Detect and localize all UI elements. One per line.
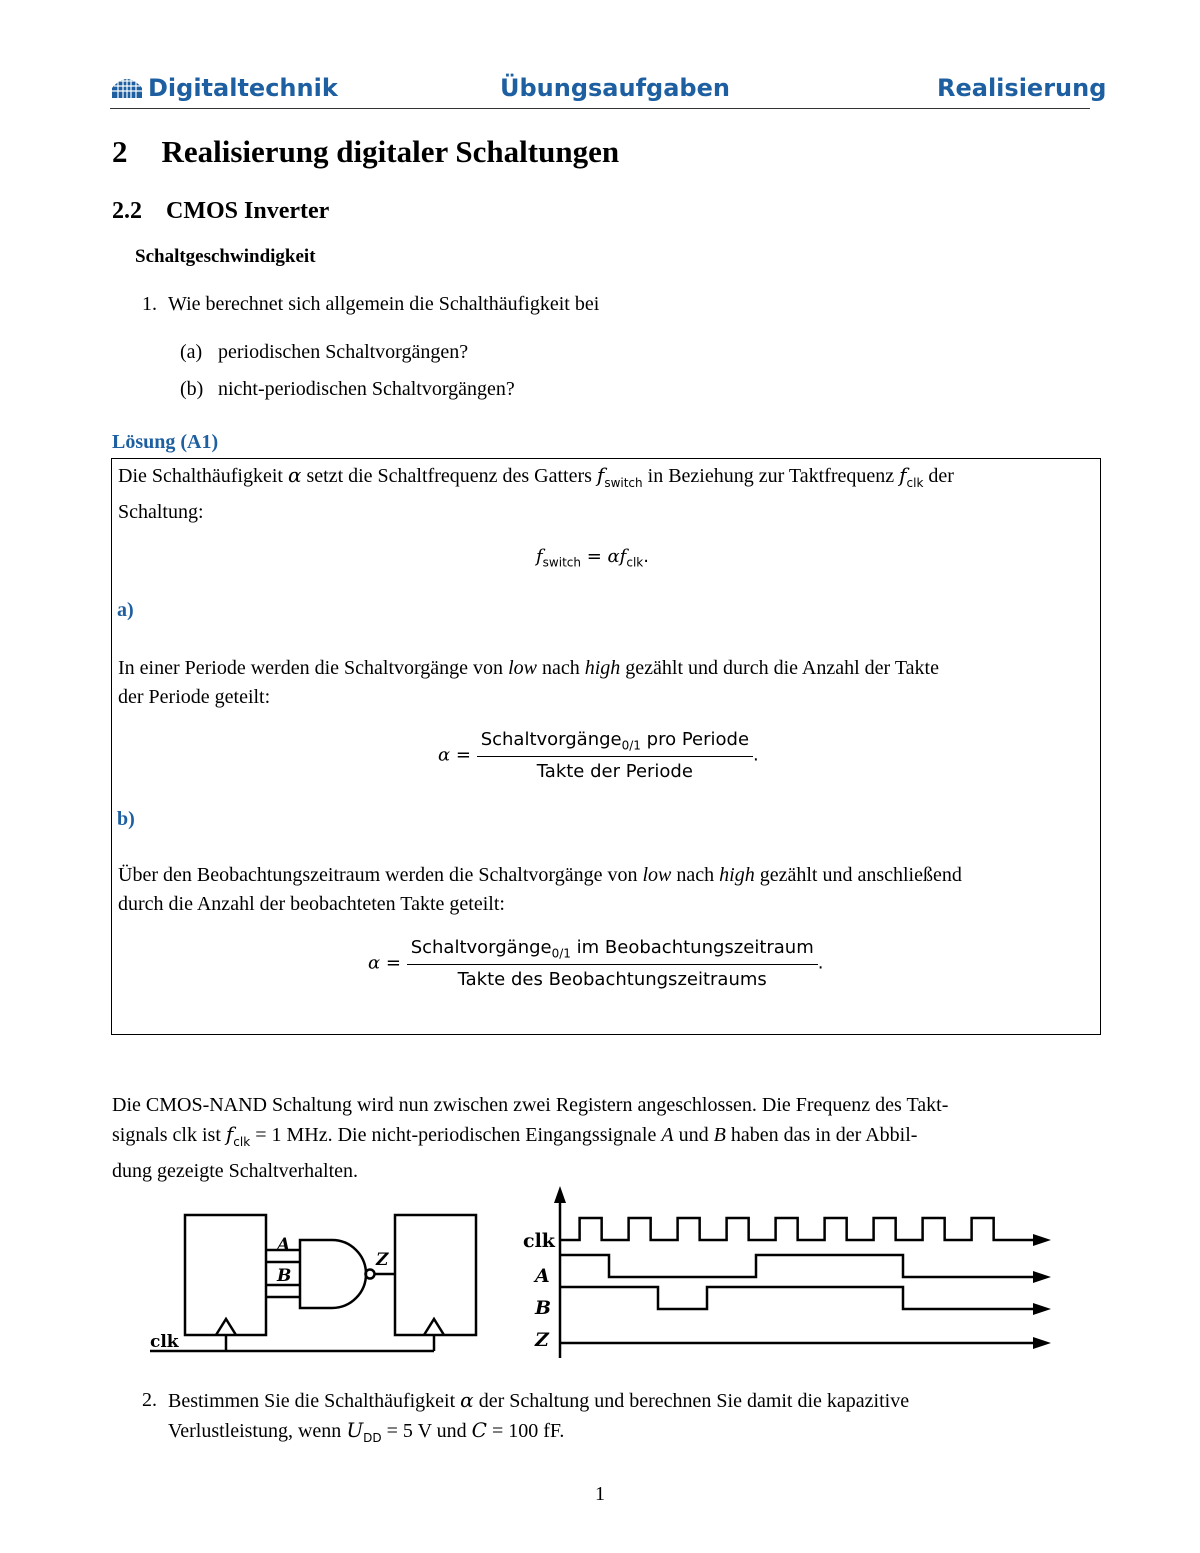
timing-label-a: A [535,1265,550,1287]
task1-text: Wie berechnet sich allgemein die Schalthäufigkeit bei [168,293,600,315]
clk-trace [560,1218,1035,1240]
header-left-title: Digitaltechnik [148,74,338,102]
output-register [395,1215,476,1335]
equation-alpha-nonperiodic: α = $\frac{Schaltvorgänge_{0/1} im Beobachtungszeitraum}{\text{Takte des Beobachtungszeitraums}}$ . [368,937,824,990]
page-number: 1 [595,1483,605,1505]
axis-arrow-up-icon [554,1186,566,1203]
subsection-heading: Schaltgeschwindigkeit [135,246,316,267]
chapter-title: Realisierung digitaler Schaltungen [161,134,620,169]
part-b-label: b) [117,808,135,830]
section-title: CMOS Inverter [166,198,330,224]
circuit-label-a: A [277,1235,291,1255]
header-rule [110,108,1090,109]
timing-label-z: Z [535,1329,549,1351]
body-paragraph: Die CMOS-NAND Schaltung wird nun zwischen zwei Registern angeschlossen. Die Frequenz des Takt- signals clk ist $f_{clk} = 1$ MHz. Die nicht-periodischen Eingangssignale A und B haben das in der Abbil- dung gezeigte Schaltverhalten. [112,1094,949,1182]
arrow-right-icon [1033,1234,1051,1246]
task1-item-b-label: (b) [180,378,204,400]
timing-label-clk: clk [523,1230,555,1252]
circuit-label-b: B [277,1266,292,1286]
signal-a-trace [560,1255,1035,1277]
part-a-label: a) [117,599,134,621]
task1-item-a-label: (a) [180,341,203,363]
circuit-label-z: Z [376,1250,389,1270]
task1-number: 1. [142,293,157,315]
header-right-title: Realisierung [937,74,1107,102]
task1-item-b-text: nicht-periodischen Schaltvorgängen? [218,378,515,400]
chapter-heading [112,134,619,170]
university-logo-icon [110,72,144,105]
arrow-right-icon [1033,1271,1051,1283]
header-center-title: Übungsaufgaben [500,74,730,102]
equation-alpha-periodic: α = $\frac{Schaltvorgänge_{0/1} pro Periode}{\text{Takte der Periode}}$ . [438,729,759,782]
part-a-text: In einer Periode werden die Schaltvorgänge von low nach high gezählt und durch die Anzahl der Takte der Periode geteilt: [118,657,939,708]
task2-text: Bestimmen Sie die Schalthäufigkeit α der Schaltung und berechnen Sie damit die kapazitive Verlustleistung, wenn $U_{DD} = 5$ V und C = 100 fF. [168,1388,910,1445]
section-heading [112,198,329,225]
part-b-text: Über den Beobachtungszeitraum werden die Schaltvorgänge von low nach high gezählt und anschließend durch die Anzahl der beobachteten Takte geteilt: [118,864,962,915]
chapter-number: 2 [112,134,128,169]
timing-label-b: B [535,1297,552,1319]
signal-b-trace [560,1287,1035,1309]
arrow-right-icon [1033,1337,1051,1349]
arrow-right-icon [1033,1303,1051,1315]
nand-register-circuit [140,1205,500,1365]
nand-gate [300,1240,366,1308]
solution-intro: Die Schalthäufigkeit α setzt die Schaltfrequenz des Gatters $f_{switch}$ in Beziehung zur Taktfrequenz $f_{clk}$ der Schaltung: [118,463,954,523]
task2-number: 2. [142,1389,157,1411]
input-register [185,1215,266,1335]
task1-item-a-text: periodischen Schaltvorgängen? [218,341,469,363]
equation-fswitch: $f_{switch} = \alpha f_{clk}$. [536,546,649,570]
solution-heading: Lösung (A1) [112,431,219,453]
circuit-label-clk: clk [150,1332,179,1352]
section-number: 2.2 [112,198,142,224]
timing-diagram [515,1183,1060,1363]
